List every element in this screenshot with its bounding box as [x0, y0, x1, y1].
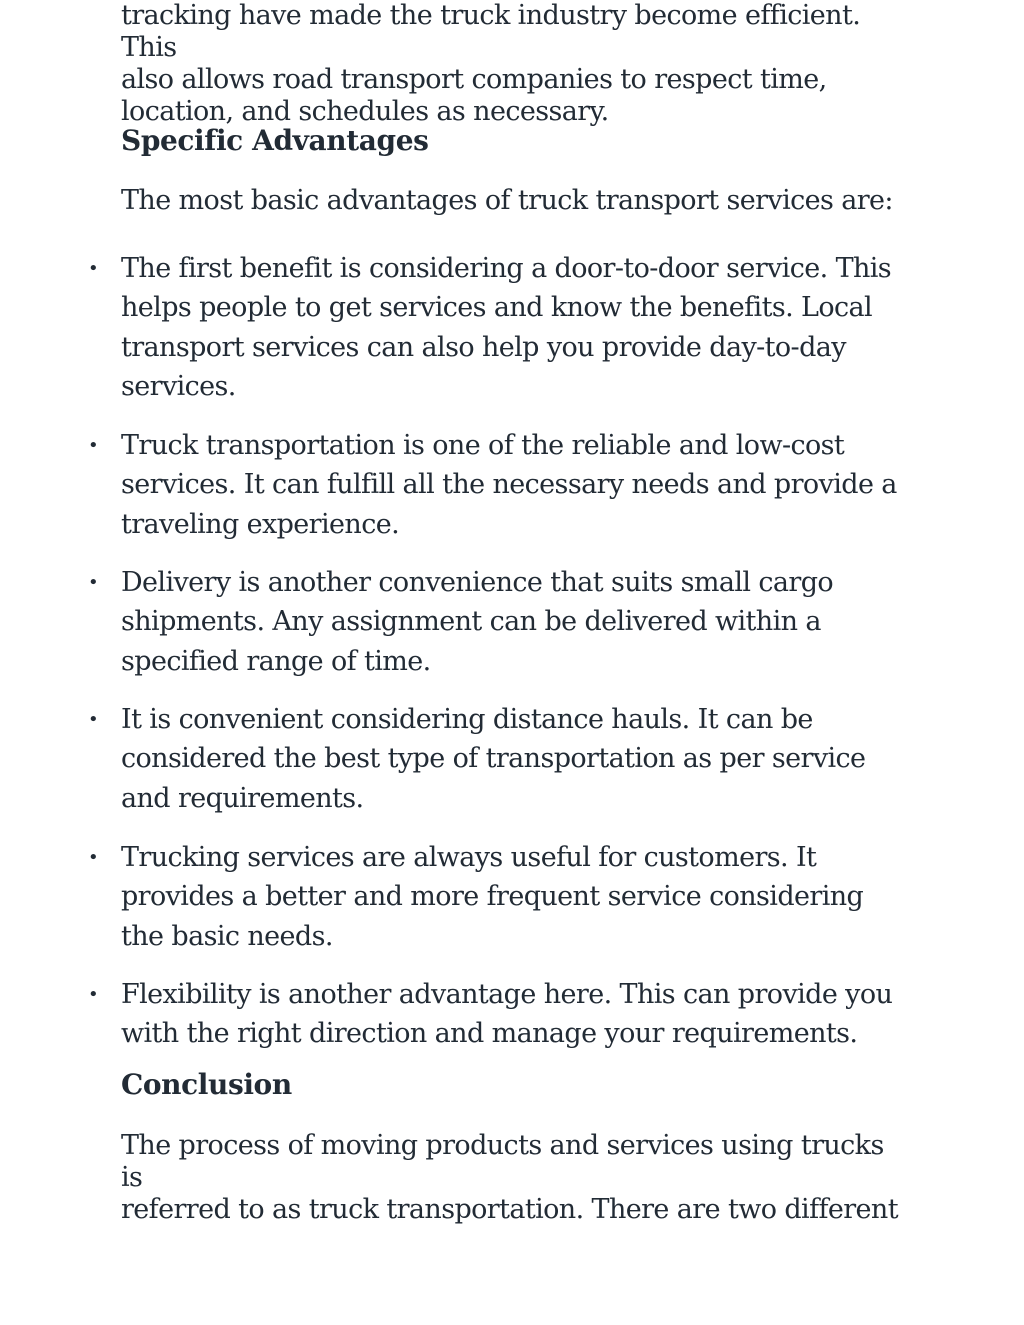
bullet-icon: • [88, 847, 99, 868]
bullet-icon: • [88, 435, 99, 456]
intro-line: also allows road transport companies to respect time, [121, 64, 827, 95]
bullet-icon: • [88, 258, 99, 279]
conclusion-line: referred to as truck transportation. There are two different [121, 1194, 898, 1225]
conclusion-paragraph [121, 1130, 901, 1226]
list-item [88, 563, 911, 681]
list-item-text: Delivery is another convenience that suits small cargo shipments. Any assignment can be delivered within a specified range of time. [121, 567, 834, 677]
list-item [88, 700, 911, 818]
conclusion-line: The process of moving products and services using trucks is [121, 1130, 884, 1193]
list-item [88, 426, 911, 544]
list-item-text: Truck transportation is one of the reliable and low-cost services. It can fulfill all the necessary needs and provide a traveling experience. [121, 430, 897, 540]
conclusion-section-header [121, 1068, 901, 1102]
advantages-heading: Specific Advantages [121, 124, 429, 157]
bullet-icon: • [88, 572, 99, 593]
intro-paragraph [121, 0, 901, 128]
advantages-lead-text: The most basic advantages of truck transport services are: [121, 185, 893, 216]
advantages-lead [121, 185, 901, 217]
list-item [88, 838, 911, 956]
intro-line: location, and schedules as necessary. [121, 96, 609, 127]
list-item-text: Trucking services are always useful for customers. It provides a better and more frequent service considering the basic needs. [121, 842, 864, 952]
list-item [88, 975, 911, 1054]
advantages-section-header [121, 124, 901, 158]
conclusion-heading: Conclusion [121, 1068, 292, 1101]
bullet-icon: • [88, 709, 99, 730]
bullet-icon: • [88, 984, 99, 1005]
list-item-text: Flexibility is another advantage here. This can provide you with the right direction and manage your requirements. [121, 979, 893, 1050]
intro-line: tracking have made the truck industry become efficient. This [121, 0, 861, 63]
list-item [88, 249, 911, 406]
list-item-text: The first benefit is considering a door-to-door service. This helps people to get services and know the benefits. Local transport services can also help you provide day-to-day services. [121, 253, 892, 402]
list-item-text: It is convenient considering distance hauls. It can be considered the best type of transportation as per service and requirements. [121, 704, 866, 814]
